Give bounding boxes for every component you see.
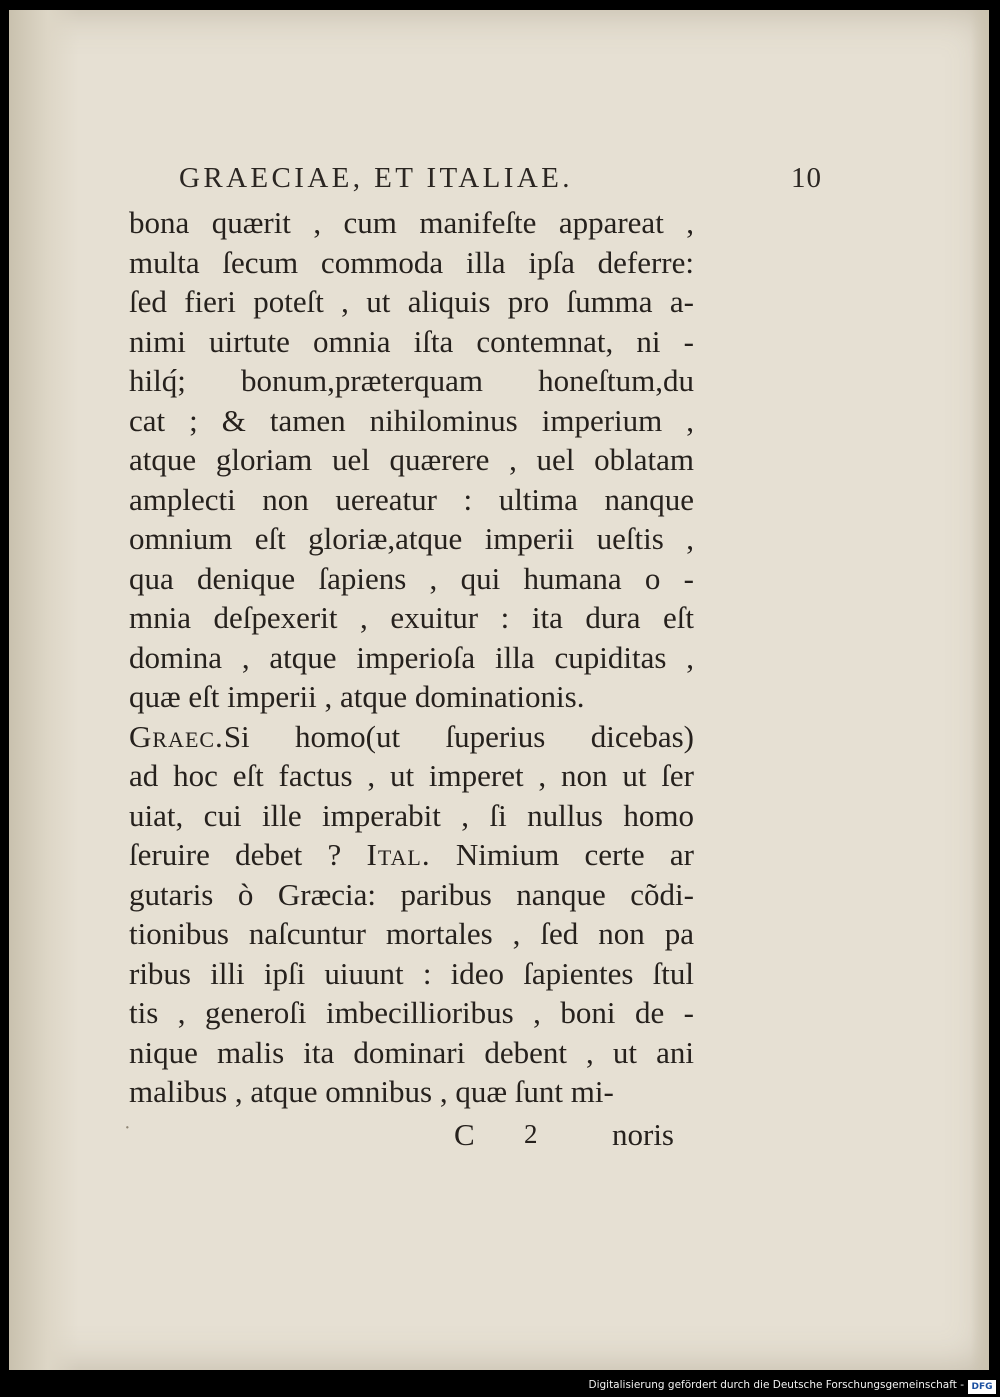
text-line — [129, 519, 694, 559]
speaker-label: Graec. — [129, 718, 224, 754]
text-line — [129, 598, 694, 638]
line-text: ſeruire debet ? — [129, 837, 342, 872]
digitization-credit-bar — [0, 1378, 1000, 1397]
text-line — [129, 282, 694, 322]
text-line — [129, 1072, 694, 1112]
body-text — [129, 203, 694, 1112]
line-text: uiat, cui ille imperabit , ſi nullus homo — [129, 797, 694, 833]
text-line — [129, 1033, 694, 1073]
line-text: gutaris ò Græcia: paribus nanque cõdi- — [129, 876, 694, 912]
line-text: bona quærit , cum manifeſte appareat , — [129, 205, 694, 240]
text-line — [129, 440, 694, 480]
ink-mark: · — [124, 1117, 131, 1139]
text-line — [129, 243, 694, 283]
line-text: nimi uirtute omnia iſta contemnat, ni - — [129, 323, 694, 359]
line-text: ad hoc eſt factus , ut imperet , non ut ſer — [129, 758, 694, 793]
text-line — [129, 993, 694, 1033]
signature-number: 2 — [524, 1119, 538, 1149]
text-line — [129, 401, 694, 441]
text-line — [129, 677, 694, 717]
text-line — [129, 361, 694, 401]
line-text: malibus , atque omnibus , quæ ſunt mi- — [129, 1074, 614, 1109]
line-text: nique malis ita dominari debent , ut ani — [129, 1034, 694, 1070]
page-edge-shadow — [971, 10, 989, 1370]
line-text: ſed fieri poteſt , ut aliquis pro ſumma a- — [129, 284, 694, 319]
line-text: tionibus naſcuntur mortales , ſed non pa — [129, 916, 694, 951]
text-line — [129, 796, 694, 836]
line-text: atque gloriam uel quærere , uel oblatam — [129, 442, 694, 477]
folio-number: 10 — [791, 162, 822, 194]
text-line — [129, 480, 694, 520]
dfg-logo-icon: DFG — [968, 1380, 996, 1394]
line-text: ribus illi ipſi uiuunt : ideo ſapientes ſtul — [129, 955, 694, 991]
text-line — [129, 914, 694, 954]
text-line — [129, 203, 694, 243]
text-line — [129, 638, 694, 678]
text-line — [129, 559, 694, 599]
text-line — [129, 322, 694, 362]
line-text: Si homo(ut ſuperius dicebas) — [223, 718, 694, 754]
line-text: quæ eſt imperii , atque dominationis. — [129, 679, 585, 714]
line-text: cat ; & tamen nihilominus imperium , — [129, 402, 694, 438]
line-text: tis , generoſi imbecillioribus , boni de - — [129, 995, 694, 1030]
line-text: multa ſecum commoda illa ipſa deferre: — [129, 244, 694, 280]
line-text: amplecti non uereatur : ultima nanque — [129, 481, 694, 517]
text-line — [129, 717, 694, 757]
line-text: mnia deſpexerit , exuitur : ita dura eſt — [129, 600, 694, 635]
page-gutter-shadow — [9, 10, 79, 1370]
line-text: hilq́; bonum,præterquam honeſtum,du — [129, 363, 694, 398]
text-line — [129, 875, 694, 915]
line-text: domina , atque imperioſa illa cupiditas , — [129, 639, 694, 675]
line-text: omnium eſt gloriæ,atque imperii ueſtis , — [129, 521, 694, 556]
catchword: noris — [612, 1117, 674, 1152]
running-head-title: GRAECIAE, ET ITALIAE. — [179, 162, 573, 194]
line-text-continued: Nimium certe ar — [430, 837, 694, 872]
digitization-credit: Digitalisierung gefördert durch die Deutsche Forschungsgemeinschaft - — [588, 1379, 964, 1391]
page-footer — [124, 1117, 674, 1157]
speaker-label: Ital. — [366, 837, 431, 872]
running-head — [179, 162, 822, 202]
text-line — [129, 835, 694, 875]
text-line — [129, 756, 694, 796]
signature-mark: C — [454, 1117, 475, 1152]
line-text: qua denique ſapiens , qui humana o - — [129, 560, 694, 596]
text-line — [129, 954, 694, 994]
book-page — [9, 10, 989, 1370]
